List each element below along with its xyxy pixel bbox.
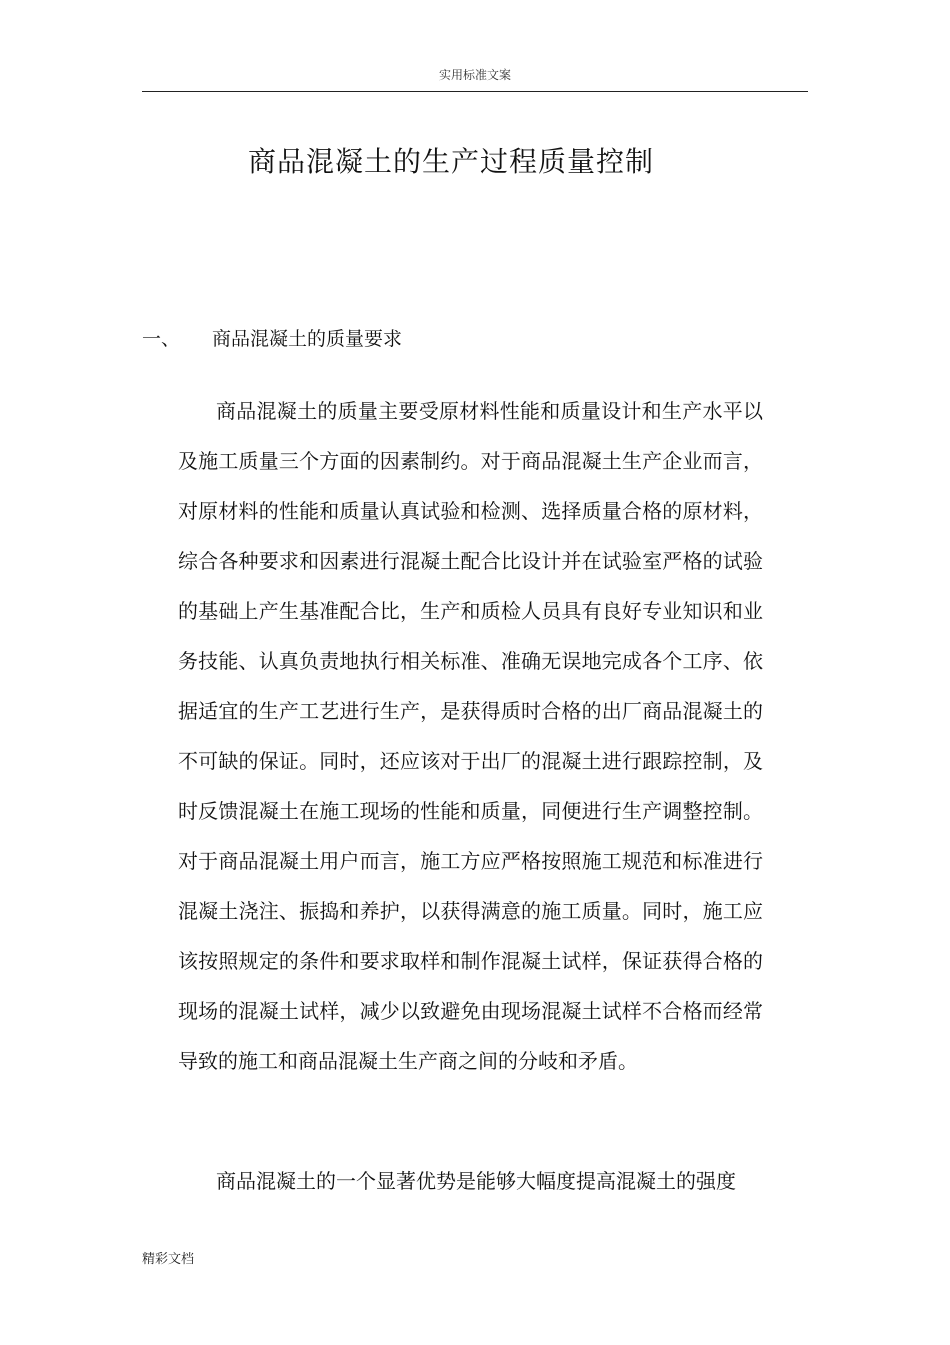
body-paragraph-2: 商品混凝土的一个显著优势是能够大幅度提高混凝土的强度 — [216, 1169, 736, 1193]
section-heading — [142, 325, 402, 353]
page-header: 实用标准文案 — [438, 68, 511, 82]
section-heading-text: 商品混凝土的质量要求 — [212, 328, 403, 350]
document-title: 商品混凝土的生产过程质量控制 — [247, 145, 654, 178]
section-number: 一、 — [142, 328, 181, 350]
header-divider — [142, 91, 808, 92]
body-paragraph-1: 商品混凝土的质量主要受原材料性能和质量设计和生产水平以及施工质量三个方面的因素制约。对于商品混凝土生产企业而言，对原材料的性能和质量认真试验和检测、选择质量合格的原材料，综合各种要求和因素进行混凝土配合比设计并在试验室严格的试验的基础上产生基准配合比，生产和质检人员具有良好专业知识和业务技能、认真负责地执行相关标准、准确无误地完成各个工序、依据适宜的生产工艺进行生产，是获得质时合格的出厂商品混凝土的不可缺的保证。同时，还应该对于出厂的混凝土进行跟踪控制，及时反馈混凝土在施工现场的性能和质量，同便进行生产调整控制。对于商品混凝土用户而言，施工方应严格按照施工规范和标准进行混凝土浇注、振捣和养护，以获得满意的施工质量。同时，施工应该按照规定的条件和要求取样和制作混凝土试样，保证获得合格的现场的混凝土试样，减少以致避免由现场混凝土试样不合格而经常导致的施工和商品混凝土生产商之间的分岐和矛盾。 — [178, 399, 763, 1073]
page-footer: 精彩文档 — [142, 1252, 195, 1267]
